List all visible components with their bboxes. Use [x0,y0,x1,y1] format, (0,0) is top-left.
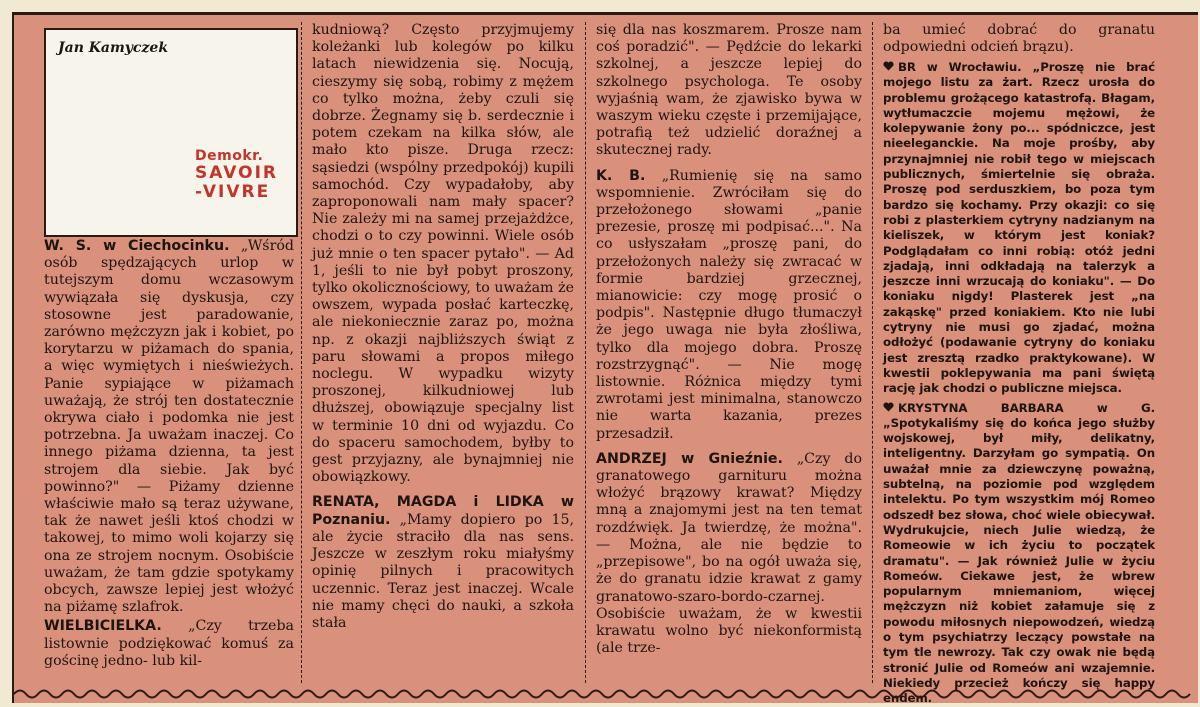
letter-br [883,60,1155,397]
heart-icon [883,61,894,71]
column-divider [585,22,586,683]
letter-renata [312,494,574,632]
letter-kb [596,168,862,443]
letter-text: „Wśród osób spędzających urlop w tutejszym domu wczasowym wywiązała się dyskusja, czy stosowne jest paradowanie, zarówno mężczyzn jak i kobiet, po korytarzu w piżamach do spania, a więc wymiętych i nieświeżych. Panie sypiające w piżamach uważają, że strój ten dostatecznie okrywa ciało i podomka nie jest potrzebna. Ja uważam inaczej. Co innego piżama dzienna, ta jest strojem dla siebie. Jak być powinno?" — Piżamy dzienne właściwie mało są teraz używane, tak że nawet jeśli ktoś chodzi w takowej, to mimo woli kojarzy się ona ze strojem nocnym. Osobiście uważam, że tam gdzie spotykamy obcych, zawsze lepiej jest włożyć na piżamę szlafrok. [44,238,294,616]
letter-text: „Spotykaliśmy się do końca jego służby wojskowej, był miły, delikatny, inteligentny. Darzyłam go sympatią. On uważał mnie za dziewczynę poważną, subtelną, na poziomie pod względem intelektu. Po tym wszystkim mój Romeo odszedł bez słowa, choć wiele obiecywał. Wydrukujcie, niech Julie wiedzą, że Romeowie w ich życiu to początek dramatu". — Jak również Julie w życiu Romeów. Ciekawe jest, że wbrew popularnym mniemaniom, więcej mężczyzn niż kobiet załamuje się z powodu miłosnych niepowodzeń, wiedzą o tym psychiatrzy leczący powstałe na tym tle newrozy. Tak czy owak nie będą stronić Julie od Romeów ani wzajemnie. Niekiedy przecież kończy się happy endem. [883,415,1155,706]
column-4 [883,22,1155,706]
letter-wielbicielka [44,618,294,670]
heart-icon [883,402,894,412]
letter-text: „Proszę nie brać mojego listu za żart. Rzecz urosła do problemu grożącego katastrofą. Błagam, wytłumaczcie mojemu mężowi, że kolepywanie żony po... spódniczce, jest nieeleganckie. Na moje prośby, aby przynajmniej nie robił tego w miejscach publicznych, śmiertelnie się obraża. Proszę pod serduszkiem, bo poza tym bardzo się kochamy. Przy okazji: co się robi z plasterkiem cytryny nadzianym na kieliszek, w którym jest koniak? Podglądałam co inni robią: otóż jedni zjadają, inni odkładają na talerzyk a jeszcze inni wrzucają do koniaku". — Do koniaku nigdy! Plasterek jest „na zakąskę" przed koniakiem. Kto nie lubi cytryny nie musi go zjadać, można odłożyć (podawanie cytryny do koniaku jest zresztą rzadko praktykowane). W kwestii poklepywania ma pani świętą rację jak chodzi o publiczne miejsca. [883,60,1155,396]
letter-text: „Rumienię się na samo wspomnienie. Zwróciłam się do przełożonego słowami „panie prezesie, proszę mi podpisać...". Na co usłyszałam „proszę pani, do przełożonych należy się zwracać w formie bardziej grzecznej, mianowicie: czy mogę prosić o podpis". Następnie długo tłumaczył że jego uwaga nie była złośliwa, tylko dla mojego dobra. Proszę rozstrzygnąć". — Nie mogę listownie. Różnica między tymi zwrotami jest minimalna, stanowczo nie warta kazania, prezes przesadził. [596,167,863,442]
author-name: Jan Kamyczek [58,40,169,56]
letter-text: „Czy do granatowego garnituru można włożyć brązowy krawat? Między mną a znajomymi jest na ten temat rozdźwięk. Ja twierdzę, że można". — Można, ale nie będzie to „przepisowe", bo na ogół uważa się, że do granatu idzie krawat z gamy granatowo-szaro-bordo-czarnej. Osobiście uważam, że w kwestii krawatu wolno być niekonformistą (ale trze- [596,450,862,657]
letter-continued: się dla nas koszmarem. Prosze nam coś poradzić". — Pędźcie do lekarki szkolnej, a jeszcze lepiej do szkolnego psychologa. Te osoby wyjaśnią wam, że zjawisko bywa w waszym wieku częste i przemijające, potrafią też udzielić doraźnej a skutecznej rady. [596,22,862,159]
column-1 [44,238,294,685]
letter-text: „Czy trzeba listownie podziękować komuś za gościnę jedno- lub kil- [44,618,294,669]
letter-text: „Mamy dopiero po 15, ale życie straciło dla nas sens. Jeszcze w zeszłym roku miałyśmy opinię pilnych i pracowitych uczennic. Teraz jest inaczej. Wcale nie mamy chęci do nauki, a szkoła stała [312,511,575,631]
letter-ws [44,238,294,616]
letter-lead: WIELBICIELKA. [44,618,162,635]
letter-continued: ba umieć dobrać do granatu odpowiedni odcień brązu). [883,22,1155,55]
column-3 [596,22,862,685]
rubric-title [195,148,278,202]
rubric-line-1: Demokr. [195,148,264,164]
column-2 [312,22,574,685]
rubric-line-2: SAVOIR [195,163,278,183]
letter-andrzej [596,451,862,657]
letter-lead: K. B. [596,167,646,184]
rubric-line-3: -VIVRE [195,182,271,202]
letter-continued: kudniową? Często przyjmujemy koleżanki lub kolegów po kilku latach niewidzenia się. Nocują, cieszymy się sobą, robimy z mężem co tylko można, żeby czuli się dobrze. Żegnamy się b. serdecznie i potem czekam na kilka słów, ale mało kto pisze. Druga rzecz: sąsiedzi (wspólny przedpokój) kupili samochód. Czy wypadałoby, aby zaproponowali nam mały spacer? Nie zależy mi na samej przejażdżce, chodzi o to czy powinni. Wiele osób już mnie o ten spacer pytało". — Ad 1, jeśli to nie był pobyt proszony, tylko okolicznościowy, to uważam że owszem, wypada posłać karteczkę, ale niekoniecznie zaraz po, można np. z okazji najbliższych świąt z paru słowami a propos miłego noclegu. W wypadku wizyty proszonej, kilkudniowej lub dłuższej, obowiązuje specjalny list w terminie 10 dni od wyjazdu. Co do spaceru samochodem, byłby to gest przyjazny, ale bynajmniej nie obowiązkowy. [312,22,574,486]
column-divider [301,22,302,683]
rubric-header-box [44,28,298,237]
letter-lead: BR w Wrocławiu. [898,60,1022,74]
column-divider [872,22,873,683]
wavy-border-decoration [14,687,1192,701]
letter-krystyna [883,401,1155,707]
letter-lead: KRYSTYNA BARBARA w G. [898,400,1155,415]
letter-lead: W. S. w Ciechocinku. [44,238,230,254]
letter-lead: ANDRZEJ w Gnieźnie. [596,450,783,467]
letter-lead: RENATA, MAGDA i LIDKA w Poznaniu. [312,494,574,528]
